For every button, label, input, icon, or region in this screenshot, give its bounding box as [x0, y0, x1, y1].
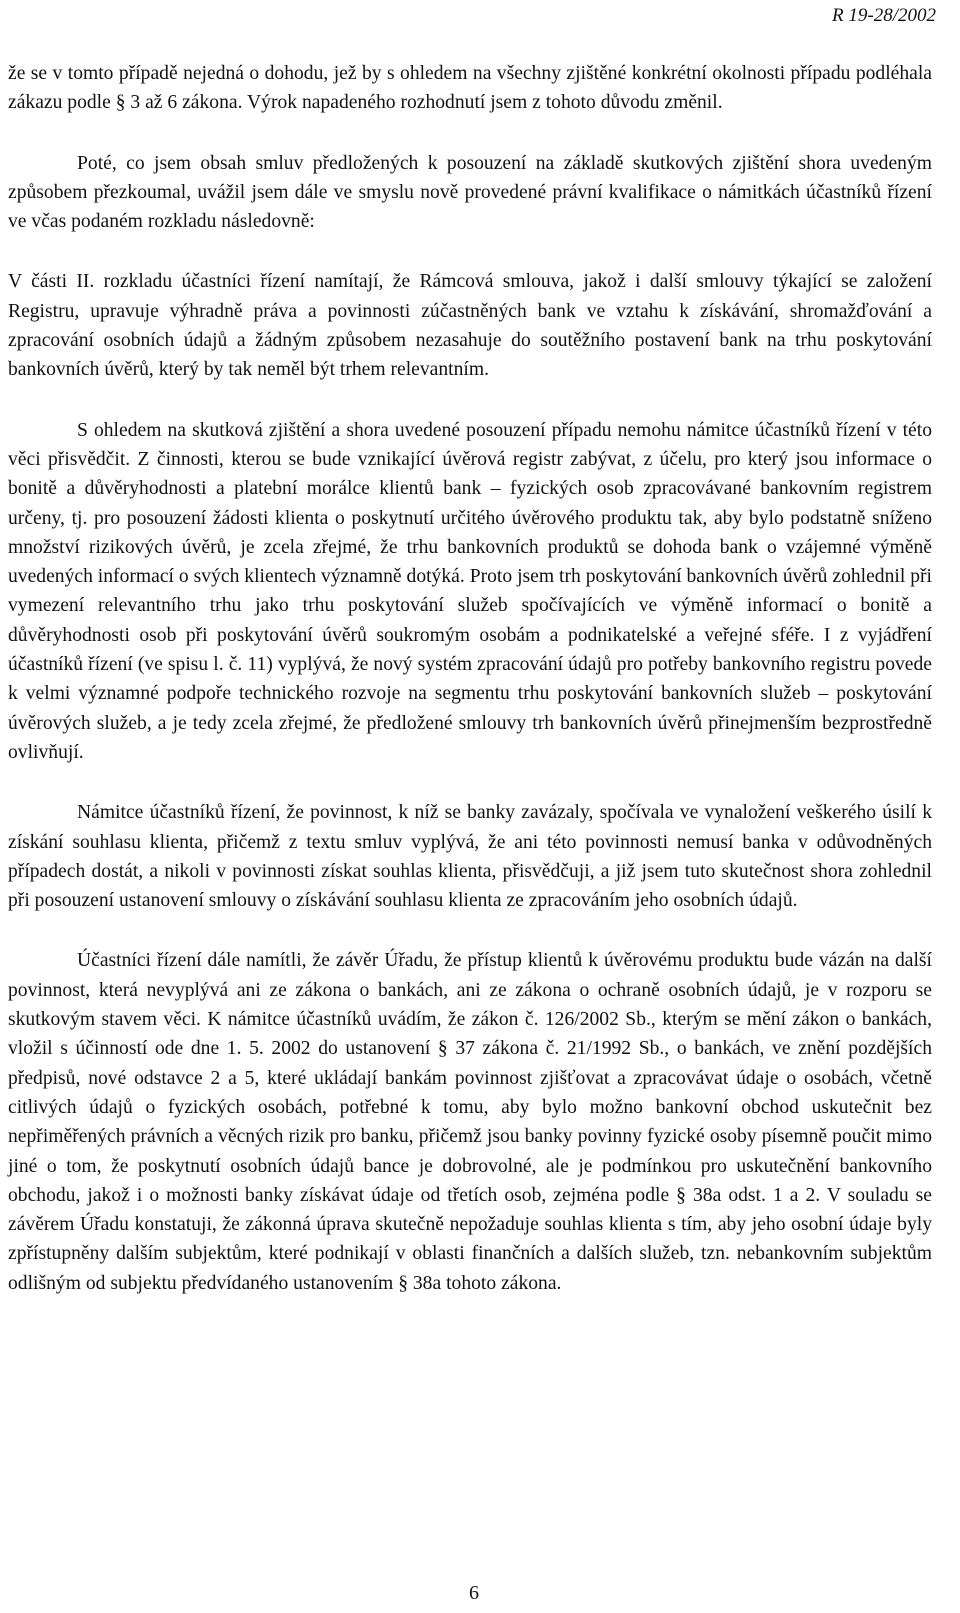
paragraph-client-consent: Námitce účastníků řízení, že povinnost, k níž se banky zavázaly, spočívala ve vynaložení veškerého úsilí k získání souhlasu klienta, přičemž z textu smluv vyplývá, že ani této povinnosti nemusí banka v odůvodněných případech dostát, a nikoli v povinnosti získat souhlas klienta, přisvědčuji, a již jsem tuto skutečnost shora zohlednil při posouzení ustanovení smlouvy o získávání souhlasu klienta ze zpracováním jeho osobních údajů. [8, 802, 932, 912]
paragraph-continuation: že se v tomto případě nejedná o dohodu, jež by s ohledem na všechny zjištěné konkrétní okolnosti případu podléhala zákazu podle § 3 až 6 zákona. Výrok napadeného rozhodnutí jsem z tohoto důvodu změnil. [8, 63, 932, 114]
paragraph-objection-part-ii: V části II. rozkladu účastníci řízení namítají, že Rámcová smlouva, jakož i další smlouvy týkající se založení Registru, upravuje výhradně práva a povinnosti zúčastněných bank ve vztahu k získávání, shromažďování a zpracování osobních údajů a žádným způsobem nezasahuje do soutěžního postavení bank na trhu poskytování bankovních úvěrů, který by tak neměl být trhem relevantním. [8, 271, 932, 381]
page-number: 6 [469, 1582, 479, 1604]
paragraph-relevant-market: S ohledem na skutková zjištění a shora uvedené posouzení případu nemohu námitce účastníků řízení v této věci přisvědčit. Z činnosti, kterou se bude vznikající úvěrová registr zabývat, z účelu, pro který jsou informace o bonitě a důvěryhodnosti a platební morálce klientů bank – fyzických osob zpracovávané bankovním registrem určeny, tj. pro posouzení žádosti klienta o poskytnutí určitého úvěrového produktu tak, aby bylo podstatně sníženo množství rizikových úvěrů, je zcela zřejmé, že trhu bankovních produktů se dohoda bank o vzájemné výměně uvedených informací o svých klientech významně dotýká. Proto jsem trh poskytování bankovních úvěrů zohlednil při vymezení relevantního trhu jako trhu poskytování služeb spočívajících ve výměně informací o bonitě a důvěryhodnosti osob při poskytování úvěrů soukromým osobám a podnikatelské a veřejné sféře. I z vyjádření účastníků řízení (ve spisu l. č. 11) vyplývá, že nový systém zpracování údajů pro potřeby bankovního registru povede k velmi významné podpoře technického rozvoje na segmentu trhu poskytování bankovních služeb – poskytování úvěrových služeb, a je tedy zcela zřejmé, že předložené smlouvy trh bankovních úvěrů přinejmenším bezprostředně ovlivňují. [8, 419, 932, 763]
document-body [8, 59, 932, 1329]
document-reference: R 19-28/2002 [832, 5, 936, 26]
paragraph-review: Poté, co jsem obsah smluv předložených k posouzení na základě skutkových zjištění shora uvedeným způsobem přezkoumal, uvážil jsem dále ve smyslu nově provedené právní kvalifikace o námitkách účastníků řízení ve včas podaném rozkladu následovně: [8, 152, 932, 233]
paragraph-banking-act: Účastníci řízení dále namítli, že závěr Úřadu, že přístup klientů k úvěrovému produktu bude vázán na další povinnost, která nevyplývá ani ze zákona o bankách, ani ze zákona o ochraně osobních údajů, je v rozporu se skutkovým stavem věci. K námitce účastníků uvádím, že zákon č. 126/2002 Sb., kterým se mění zákon o bankách, vložil s účinností ode dne 1. 5. 2002 do ustanovení § 37 zákona č. 21/1992 Sb., o bankách, ve znění pozdějších předpisů, nové odstavce 2 a 5, které ukládají bankám povinnost zjišťovat a zpracovávat údaje o osobách, včetně citlivých údajů o fyzických osobách, potřebné k tomu, aby bylo možno bankovní obchod uskutečnit bez nepřiměřených právních a věcných rizik pro banku, přičemž jsou banky povinny fyzické osoby písemně poučit mimo jiné o tom, že poskytnutí osobních údajů bance je dobrovolné, ale je podmínkou pro uskutečnění bankovního obchodu, jakož i o možnosti banky získávat údaje od třetích osob, zejména podle § 38a odst. 1 a 2. V souladu se závěrem Úřadu konstatuji, že zákonná úprava skutečně nepožaduje souhlas klienta s tím, aby jeho osobní údaje byly zpřístupněny dalším subjektům, které podnikají v oblasti finančních a dalších služeb, tzn. nebankovním subjektům odlišným od subjektu předvídaného ustanovením § 38a tohoto zákona. [8, 950, 932, 1294]
